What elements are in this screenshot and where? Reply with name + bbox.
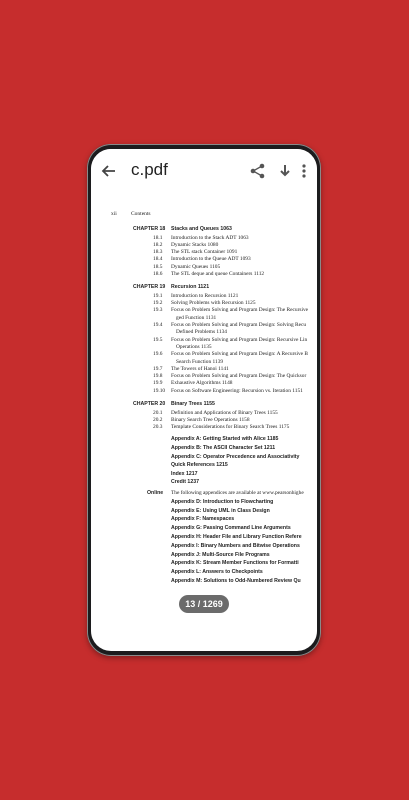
section-title: ged Function 1131 [176,314,217,321]
section-title: Focus on Problem Solving and Program Design: Recursive Lin [171,336,308,343]
page-indicator: 13 / 1269 [179,595,229,613]
screen [91,149,317,651]
section-title: Focus on Problem Solving and Program Design: The Quicksor [171,373,307,380]
appendix-entry: Appendix B: The ASCII Character Set 1211 [171,445,276,451]
online-appendix-entry: Appendix H: Header File and Library Function Refere [171,534,302,540]
share-icon[interactable] [249,162,267,180]
section-number: 20.2 [153,416,163,423]
chapter-page: 1155 [203,401,215,407]
section-number: 19.6 [153,351,163,358]
section-title: Exhaustive Algorithms 1148 [171,380,233,387]
chapter-title [171,226,232,232]
chapter-number: CHAPTER 18 [133,226,166,232]
section-number: 20.3 [153,424,163,431]
appendix-entry: Index 1217 [171,470,198,477]
chapter-number: CHAPTER 20 [133,401,166,407]
section-number: 18.5 [153,263,163,270]
chapter-number: CHAPTER 19 [133,284,166,291]
online-appendix-entry: Appendix J: Multi-Source File Programs [171,551,270,558]
appendix-entry: Appendix C: Operator Precedence and Associativity [171,453,300,460]
chapter-title-text: Stacks and Queues [171,226,219,232]
online-appendix-entry: Appendix G: Passing Command Line Arguments [171,525,291,532]
online-appendix-entry: Appendix F: Namespaces [171,516,235,523]
section-title: Focus on Software Engineering: Recursion vs. Iteration 1151 [171,387,303,394]
online-appendix-entry: Appendix E: Using UML in Class Design [171,507,270,514]
running-head: Contents [131,211,151,217]
section-title: Introduction to the Queue ADT 1093 [171,256,251,263]
section-number: 19.8 [153,373,163,380]
section-number: 19.1 [153,292,163,299]
section-number: 19.7 [153,365,163,372]
more-vertical-icon[interactable] [299,162,309,180]
appendix-entry: Quick References 1215 [171,462,228,469]
section-title: Introduction to the Stack ADT 1063 [171,234,249,241]
online-appendix-entry: Appendix I: Binary Numbers and Bitwise Operations [171,542,300,549]
section-number: 19.3 [153,307,163,314]
section-number: 18.4 [153,256,163,263]
download-icon[interactable] [276,162,294,180]
section-number: 18.3 [153,249,163,256]
section-title: Focus on Problem Solving and Program Design: A Recursive B [171,351,309,358]
appendix-entry: Credit 1237 [171,479,199,486]
section-title: Solving Problems with Recursion 1125 [171,300,256,307]
section-title: Focus on Problem Solving and Program Design: Solving Recu [171,322,307,328]
section-number: 19.9 [153,380,163,387]
online-appendix-entry: The following appendices are available at www.pearsonhighe [171,490,304,496]
section-title: Template Considerations for Binary Search Trees 1175 [171,424,290,431]
section-title: Search Function 1139 [176,358,224,365]
section-title: Binary Search Tree Operations 1158 [171,416,250,423]
section-title: The STL deque and queue Containers 1112 [171,271,265,277]
section-number: 20.1 [153,409,163,416]
section-number: 18.6 [153,271,163,277]
section-title: Dynamic Stacks 1080 [171,241,219,248]
online-appendix-entry: Appendix K: Stream Member Functions for Formatti [171,560,299,567]
app-bar [91,149,317,193]
chapter-title [171,401,215,407]
section-title: Definition and Applications of Binary Trees 1155 [171,409,278,416]
section-title: Defined Problems 1134 [176,329,228,336]
document-title: c.pdf [131,160,168,179]
online-appendix-entry: Appendix L: Answers to Checkpoints [171,569,263,576]
appendix-entry: Appendix A: Getting Started with Alice 1185 [171,436,279,443]
section-number: 19.5 [153,336,163,343]
section-title: Dynamic Queues 1105 [171,263,221,270]
pdf-page[interactable] [91,193,317,651]
section-title: Focus on Problem Solving and Program Design: The Recursive [171,307,309,314]
arrow-left-icon[interactable] [99,161,119,181]
section-number: 19.10 [153,387,166,394]
chapter-title-text: Binary Trees [171,401,203,407]
section-number: 19.4 [153,322,163,328]
section-title: Operations 1135 [176,343,212,350]
online-label: Online [147,490,164,496]
phone-frame [87,144,321,656]
online-appendix-entry: Appendix M: Solutions to Odd-Numbered Review Qu [171,578,301,584]
chapter-page: 1121 [197,284,210,291]
chapter-page: 1063 [220,226,232,232]
chapter-title-text: Recursion [171,284,197,291]
online-appendix-entry: Appendix D: Introduction to Flowcharting [171,498,274,505]
section-title: Introduction to Recursion 1121 [171,292,239,299]
section-number: 18.1 [153,234,163,241]
page-number: xii [111,211,117,217]
section-number: 18.2 [153,241,163,248]
section-title: The Towers of Hanoi 1141 [171,365,229,372]
section-number: 19.2 [153,300,163,307]
chapter-title [171,284,209,290]
section-title: The STL stack Container 1091 [171,249,238,256]
